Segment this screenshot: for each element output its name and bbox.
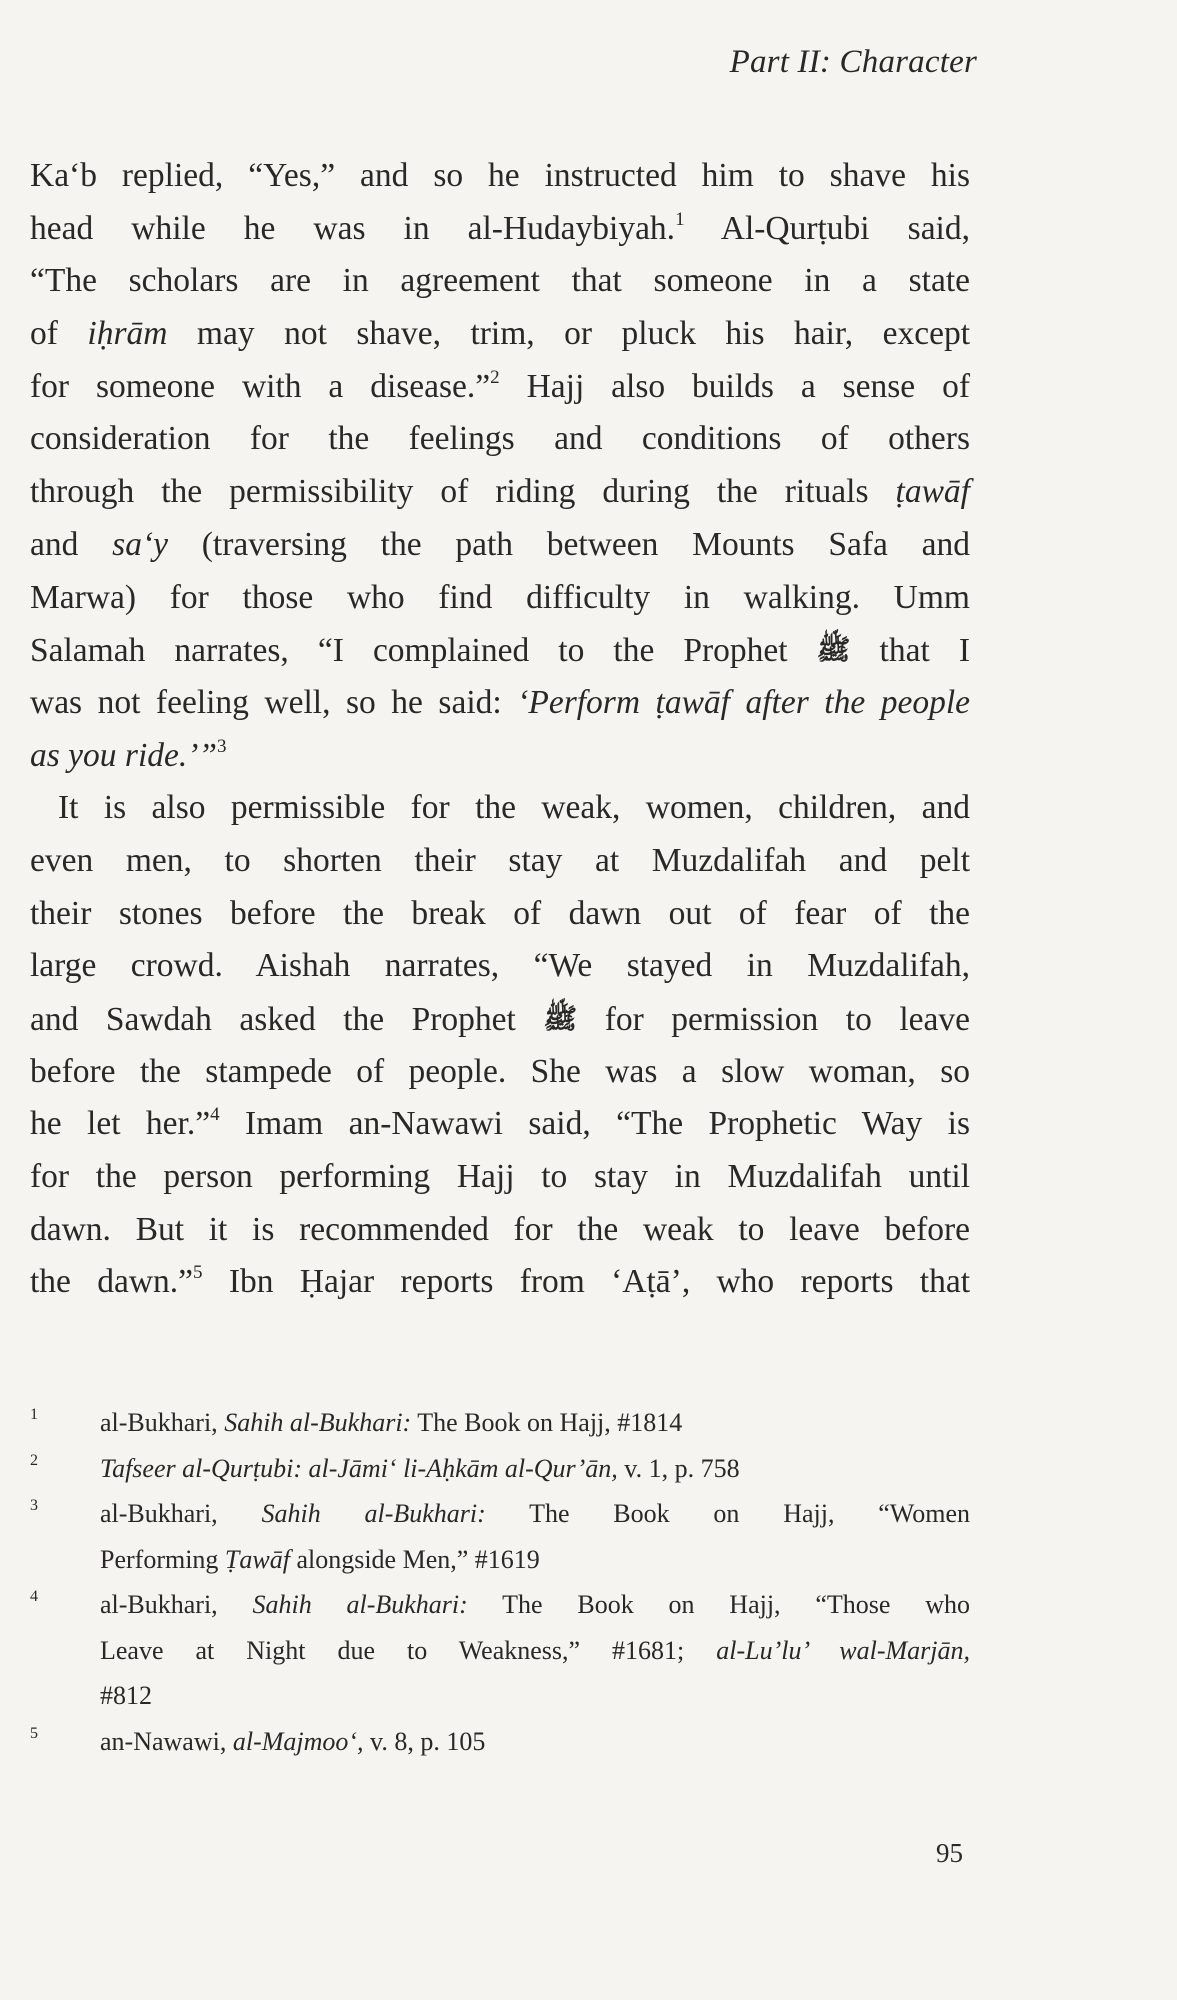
text-line: through the permissibility of riding during the rituals ṭawāf <box>30 473 970 511</box>
footnote-number: 2 <box>30 1451 38 1469</box>
footnote-number: 4 <box>30 1588 38 1605</box>
footnote-number: 1 <box>30 1406 38 1423</box>
text-line: their stones before the break of dawn out of fear of the <box>30 894 970 932</box>
footnote-number: 5 <box>30 1724 38 1742</box>
text-line: before the stampede of people. She was a slow woman, so <box>30 1052 970 1090</box>
text-line: even men, to shorten their stay at Muzdalifah and pelt <box>30 841 970 879</box>
page-number: 95 <box>936 1838 963 1868</box>
text-line: the dawn.”$^5$ Ibn Ḥajar reports from ‘Aṭā’, who reports that <box>30 1262 971 1301</box>
footnote-ref: 5 <box>193 1262 203 1284</box>
text-line: Marwa) for those who find difficulty in walking. Umm <box>30 578 970 616</box>
text-line: Salamah narrates, “I complained to the Prophet ﷺ that I <box>30 624 970 677</box>
text-line: for someone with a disease.”$^2$ Hajj also builds a sense of <box>30 366 970 405</box>
running-head: Part II: Character <box>729 44 977 80</box>
footnote: 5 an-Nawawi, al-Majmoo‘, v. 8, p. 105 <box>30 1719 970 1765</box>
footnote-number: 3 <box>30 1497 38 1514</box>
footnote: 2 Tafseer al-Qurṭubi: al-Jāmi‘ li-Aḥkām al-Qur’ān, v. 1, p. 758 <box>30 1446 970 1492</box>
text-line: “The scholars are in agreement that someone in a state <box>30 262 970 300</box>
text-line: It is also permissible for the weak, women, children, and <box>58 789 970 827</box>
text-line: large crowd. Aishah narrates, “We stayed in Muzdalifah, <box>30 947 970 985</box>
footnotes <box>30 1400 970 1764</box>
footnote-ref: 4 <box>210 1104 220 1126</box>
footnote-ref: 2 <box>490 366 500 388</box>
text-line: head while he was in al-Hudaybiyah.$^1$ Al-Qurṭubi said, <box>30 208 970 247</box>
text-line: as you ride.’”$^3$ <box>30 735 227 774</box>
text-line: dawn. But it is recommended for the weak to leave before <box>30 1210 970 1248</box>
salawat-glyph: ﷺ <box>816 633 851 667</box>
text-line: Ka‘b replied, “Yes,” and so he instructed him to shave his <box>30 157 970 194</box>
text-line: consideration for the feelings and conditions of others <box>30 420 970 458</box>
body-text <box>30 150 970 1309</box>
text-line: was not feeling well, so he said: ‘Perform ṭawāf after the people <box>30 683 970 721</box>
text-line: of iḥrām may not shave, trim, or pluck his hair, except <box>30 315 971 353</box>
footnote: 1 al-Bukhari, Sahih al-Bukhari: The Book on Hajj, #1814 <box>30 1400 970 1446</box>
footnote: 3 al-Bukhari, Sahih al-Bukhari: The Book on Hajj, “Women Performing Ṭawāf alongside Men,” #1619 <box>30 1491 970 1582</box>
text-line: for the person performing Hajj to stay in Muzdalifah until <box>30 1158 970 1196</box>
salawat-glyph: ﷺ <box>543 1002 578 1035</box>
text-line: and sa‘y (traversing the path between Mounts Safa and <box>30 525 971 563</box>
footnote-ref: 3 <box>217 735 227 757</box>
text-line: and Sawdah asked the Prophet ﷺ for permission to leave <box>30 993 970 1046</box>
footnote-ref: 1 <box>675 208 685 230</box>
text-line: he let her.”$^4$ Imam an-Nawawi said, “The Prophetic Way is <box>30 1104 970 1143</box>
footnote: 4 al-Bukhari, Sahih al-Bukhari: The Book on Hajj, “Those who Leave at Night due to Weakness,” #1681; al-Lu’lu’ wal-Marjān, #812 <box>30 1582 970 1719</box>
